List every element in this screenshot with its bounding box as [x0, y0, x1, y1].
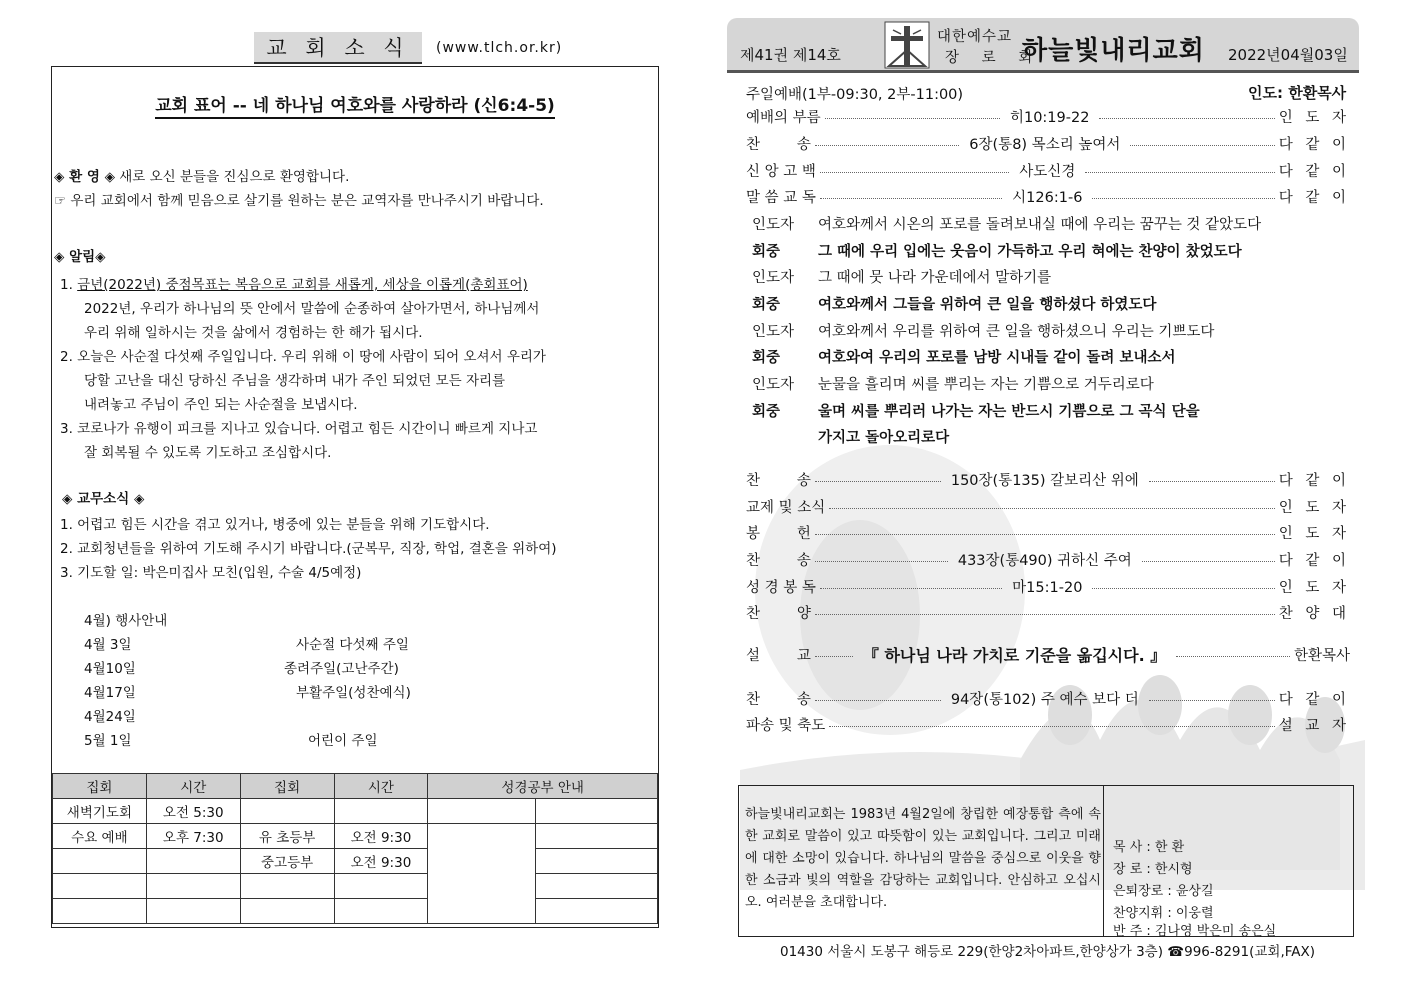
table-cell: [53, 849, 147, 874]
welcome-line-2: ☞ 우리 교회에서 함께 믿음으로 살기를 원하는 분은 교역자를 만나주시기 바랍니다.: [54, 193, 544, 209]
table-header-row: [53, 774, 658, 799]
staff-line: 목 사 : 한 환: [1113, 840, 1185, 855]
event-name: 종려주일(고난주간): [284, 661, 399, 677]
event-date: 4월10일: [84, 661, 136, 677]
staff-line: 장 로 : 한시형: [1113, 862, 1193, 877]
info-divider: [1103, 786, 1104, 936]
staff-line: 찬양지휘 : 이웅렬: [1113, 906, 1214, 921]
order-item: 찬 송 6장(통8) 목소리 높여서 다 같 이: [746, 136, 1350, 153]
church-logo-icon: [883, 20, 931, 70]
order-item: 찬 송 150장(통135) 갈보리산 위에 다 같 이: [746, 472, 1350, 489]
table-cell: [240, 899, 334, 924]
responsive-line: 인도자 여호와께서 시온의 포로를 돌려보내실 때에 우리는 꿈꾸는 것 같았도다: [752, 217, 1262, 233]
table-row: [53, 824, 658, 849]
church-name: 하늘빛내리교회: [1022, 36, 1205, 66]
table-header-cell: 집회: [240, 774, 334, 799]
order-item: 찬 양 찬 양 대: [746, 605, 1350, 622]
news-section-title: 교 회 소 식: [254, 32, 422, 64]
sermon-title: 『 하나님 나라 가치로 기준을 옮깁시다. 』: [862, 645, 1167, 665]
table-cell: [334, 874, 428, 899]
order-item: 성 경 봉 독 마15:1-20 인 도 자: [746, 579, 1350, 596]
table-row: [53, 874, 658, 899]
sermon-preacher: 한환목사: [1293, 647, 1350, 664]
event-date: 4월 3일: [84, 637, 132, 653]
denomination-sub: 장 로 회: [945, 50, 1042, 66]
table-header-cell: 시간: [334, 774, 428, 799]
table-cell: 새벽기도회: [53, 799, 147, 824]
table-cell: [146, 849, 240, 874]
church-motto: 교회 표어 -- 네 하나님 여호와를 사랑하라 (신6:4-5): [52, 91, 658, 116]
table-cell: 오후 7:30: [146, 824, 240, 849]
staff-line: 반 주 : 김나영 박은미 송은실: [1113, 924, 1277, 939]
event-name: 사순절 다섯째 주일: [296, 637, 409, 653]
service-leader: 인도: 한환목사: [1248, 84, 1347, 102]
responsive-line: 인도자 여호와께서 우리를 위하여 큰 일을 행하셨으니 우리는 기쁘도다: [752, 324, 1215, 340]
schedule-table: [52, 773, 658, 924]
order-item: 신 앙 고 백 사도신경 다 같 이: [746, 163, 1351, 180]
responsive-line: 인도자 그 때에 뭇 나라 가운데에서 말하기를: [752, 270, 1052, 286]
notice-2a: 2. 오늘은 사순절 다섯째 주일입니다. 우리 위해 이 땅에 사람이 되어 오셔서 우리가: [60, 349, 546, 365]
event-name: 어린이 주일: [308, 733, 378, 749]
news-frame: [51, 66, 659, 928]
table-header-cell: 시간: [146, 774, 240, 799]
responsive-line: 회중 여호와께서 그들을 위하여 큰 일을 행하셨다 하였도다: [752, 297, 1157, 313]
notice-3b: 잘 회복될 수 있도록 기도하고 조심합시다.: [84, 445, 332, 461]
table-cell: [146, 874, 240, 899]
notice-heading: ◈ 알림◈: [54, 249, 106, 265]
affairs-heading: ◈ 교무소식 ◈: [62, 491, 145, 507]
bulletin-date: 2022년04월03일: [1228, 46, 1348, 64]
table-cell: 수요 예배: [53, 824, 147, 849]
responsive-line: 인도자 눈물을 흘리며 씨를 뿌리는 자는 기쁨으로 거두리로다: [752, 377, 1154, 393]
table-row: [53, 799, 658, 824]
notice-1b: 2022년, 우리가 하나님의 뜻 안에서 말씀에 순종하여 살아가면서, 하나님께서: [84, 301, 540, 317]
event-date: 5월 1일: [84, 733, 132, 749]
table-cell: [240, 874, 334, 899]
order-item: 교제 및 소식 인 도 자: [746, 499, 1350, 516]
sermon-row: 설 교 『 하나님 나라 가치로 기준을 옮깁시다. 』 한환목사: [746, 643, 1350, 665]
table-cell: [428, 824, 536, 924]
welcome-line: ◈ 환 영 ◈ 새로 오신 분들을 진심으로 환영합니다.: [54, 169, 350, 185]
table-cell: [536, 799, 658, 824]
church-address: 01430 서울시 도봉구 해등로 229(한양2차아파트,한양상가 3층) ☎996-8291(교회,FAX): [780, 944, 1316, 960]
events-heading: 4월) 행사안내: [84, 613, 168, 629]
table-row: [53, 899, 658, 924]
table-header-cell: 성경공부 안내: [428, 774, 658, 799]
responsive-line: 회중 여호와여 우리의 포로를 남방 시내들 같이 돌려 보내소서: [752, 350, 1176, 366]
affairs-2: 2. 교회청년들을 위하여 기도해 주시기 바랍니다.(군복무, 직장, 학업, 결혼을 위하여): [60, 541, 557, 557]
event-date: 4월24일: [84, 709, 136, 725]
table-cell: [53, 874, 147, 899]
notice-3a: 3. 코로나가 유행이 피크를 지나고 있습니다. 어렵고 힘든 시간이니 빠르게 지나고: [60, 421, 538, 437]
order-item: 말 씀 교 독 시126:1-6 다 같 이: [746, 189, 1350, 206]
volume-number: 제41권 제14호: [740, 46, 841, 64]
order-item: 찬 송 433장(통490) 귀하신 주여 다 같 이: [746, 552, 1351, 569]
order-item: 찬 송 94장(통102) 주 예수 보다 더 다 같 이: [746, 691, 1351, 708]
table-cell: 유 초등부: [240, 824, 334, 849]
table-header-cell: 집회: [53, 774, 147, 799]
table-cell: 중고등부: [240, 849, 334, 874]
table-cell: [536, 849, 658, 874]
table-cell: [146, 899, 240, 924]
order-item: 봉 헌 인 도 자: [746, 525, 1350, 542]
church-website-url[interactable]: (www.tlch.or.kr): [436, 40, 563, 56]
order-item: 예배의 부름 히10:19-22 인 도 자: [746, 109, 1351, 126]
notice-2b: 당할 고난을 대신 당하신 주님을 생각하며 내가 주인 되었던 모든 자리를: [84, 373, 506, 389]
table-row: [53, 849, 658, 874]
service-times: 주일예배(1부-09:30, 2부-11:00): [746, 87, 964, 103]
table-cell: 오전 9:30: [334, 824, 428, 849]
table-cell: [536, 899, 658, 924]
table-cell: 오전 5:30: [146, 799, 240, 824]
church-info-box: [738, 785, 1354, 937]
table-cell: [334, 899, 428, 924]
staff-line: 은퇴장로 : 윤상길: [1113, 884, 1214, 899]
event-name: 부활주일(성찬예식): [296, 685, 411, 701]
table-cell: [334, 799, 428, 824]
table-cell: [536, 824, 658, 849]
table-cell: 오전 9:30: [334, 849, 428, 874]
responsive-line: 가지고 돌아오리로다: [818, 430, 950, 446]
church-description: 하늘빛내리교회는 1983년 4월2일에 창립한 예장통합 측에 속한 교회로 말씀이 있고 따뜻함이 있는 교회입니다. 그리고 미래에 대한 소망이 있습니다. 하나님의 말씀을 중심으로 이웃을 향한 소금과 빛의 역할을 감당하는 교회입니다. 안심하고 오십시오. 여러분을 초대합니다.: [745, 807, 1101, 910]
table-cell: [240, 799, 334, 824]
table-cell: [536, 874, 658, 899]
affairs-1: 1. 어렵고 힘든 시간을 겪고 있거나, 병중에 있는 분들을 위해 기도합시다.: [60, 517, 490, 533]
event-date: 4월17일: [84, 685, 136, 701]
notice-2c: 내려놓고 주님이 주인 되는 사순절을 보냅시다.: [84, 397, 358, 413]
responsive-line: 회중 울며 씨를 뿌리러 나가는 자는 반드시 기쁨으로 그 곡식 단을: [752, 404, 1200, 420]
affairs-3: 3. 기도할 일: 박은미집사 모친(입원, 수술 4/5예정): [60, 565, 362, 581]
order-item: 파송 및 축도 설 교 자: [746, 717, 1350, 734]
notice-1a: 1. 금년(2022년) 중점목표는 복음으로 교회를 새롭게, 세상을 이롭게(총회표어): [60, 277, 528, 293]
table-cell: [428, 799, 536, 824]
responsive-line: 회중 그 때에 우리 입에는 웃음이 가득하고 우리 혀에는 찬양이 찼었도다: [752, 244, 1242, 260]
notice-1c: 우리 위해 일하시는 것을 삶에서 경험하는 한 해가 됩시다.: [84, 325, 423, 341]
denomination: 대한예수교: [937, 29, 1013, 45]
table-cell: [53, 899, 147, 924]
